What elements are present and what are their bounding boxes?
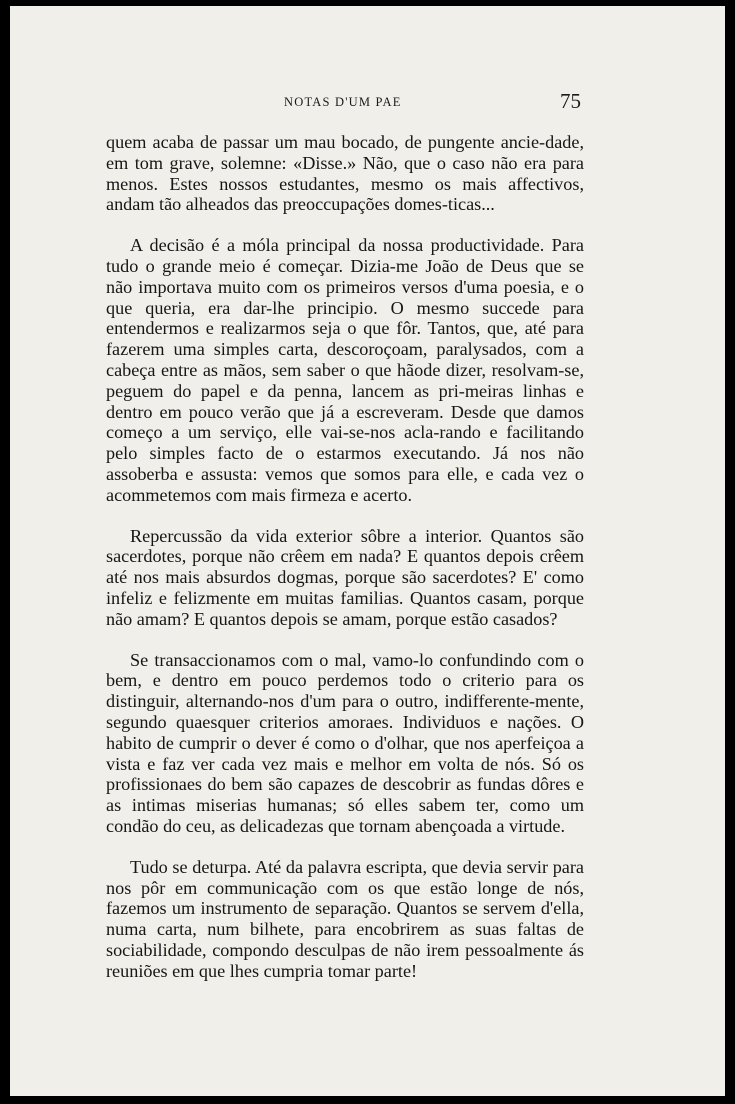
paragraph-transaccionamos: Se transaccionamos com o mal, vamo-lo confundindo com o bem, e dentro em pouco perdemos todo o criterio para os distinguir, alternando-nos d'um para o outro, indifferente-mente, segundo quaesquer criterios amoraes. Individuos e nações. O habito de cumprir o dever é como o d'olhar, que nos aperfeiçoa a vista e faz ver cada vez mais e melhor em volta de nós. Só os profissionaes do bem são capazes de descobrir as fundas dôres e as intimas miserias humanas; só elles sabem ter, como um condão do ceu, as delicadezas que tornam abençoada a virtude. <box>106 649 584 836</box>
page-number: 75 <box>560 89 581 113</box>
running-head <box>10 89 725 113</box>
paragraph-deturpa: Tudo se deturpa. Até da palavra escripta, que devia servir para nos pôr em communicação com os que estão longe de nós, fazemos um instrumento de separação. Quantos se servem d'ella, numa carta, num bilhete, para encobrirem as suas faltas de sociabilidade, compondo desculpas de não irem pessoalmente ás reuniões em que lhes cumpria tomar parte! <box>106 856 584 981</box>
body-text <box>106 132 584 1001</box>
book-page <box>10 6 725 1096</box>
paragraph-repercussao: Repercussão da vida exterior sôbre a interior. Quantos são sacerdotes, porque não crêem em nada? E quantos depois crêem até nos mais absurdos dogmas, porque são sacerdotes? E' como infeliz e felizmente em muitas familias. Quantos casam, porque não amam? E quantos depois se amam, porque estão casados? <box>106 525 584 629</box>
paragraph-continued: quem acaba de passar um mau bocado, de pungente ancie-dade, em tom grave, solemne: «Disse.» Não, que o caso não era para menos. Estes nossos estudantes, mesmo os mais affectivos, andam tão alheados das preoccupações domes-ticas... <box>106 132 584 215</box>
paragraph-decisao: A decisão é a móla principal da nossa productividade. Para tudo o grande meio é começar. Dizia-me João de Deus que se não importava muito com os primeiros versos d'uma poesia, e o que queria, era dar-lhe principio. O mesmo succede para entendermos e realizarmos seja o que fôr. Tantos, que, até para fazerem uma simples carta, descoroçoam, paralysados, com a cabeça entre as mãos, sem saber o que hãode dizer, resolvam-se, peguem do papel e da penna, lancem as pri-meiras linhas e dentro em pouco verão que já a escreveram. Desde que damos começo a um serviço, elle vai-se-nos acla-rando e facilitando pelo simples facto de o estarmos executando. Já nos não assoberba e assusta: vemos que somos para elle, e cada vez o acommetemos com mais firmeza e acerto. <box>106 235 584 505</box>
running-head-title: NOTAS D'UM PAE <box>284 95 402 109</box>
